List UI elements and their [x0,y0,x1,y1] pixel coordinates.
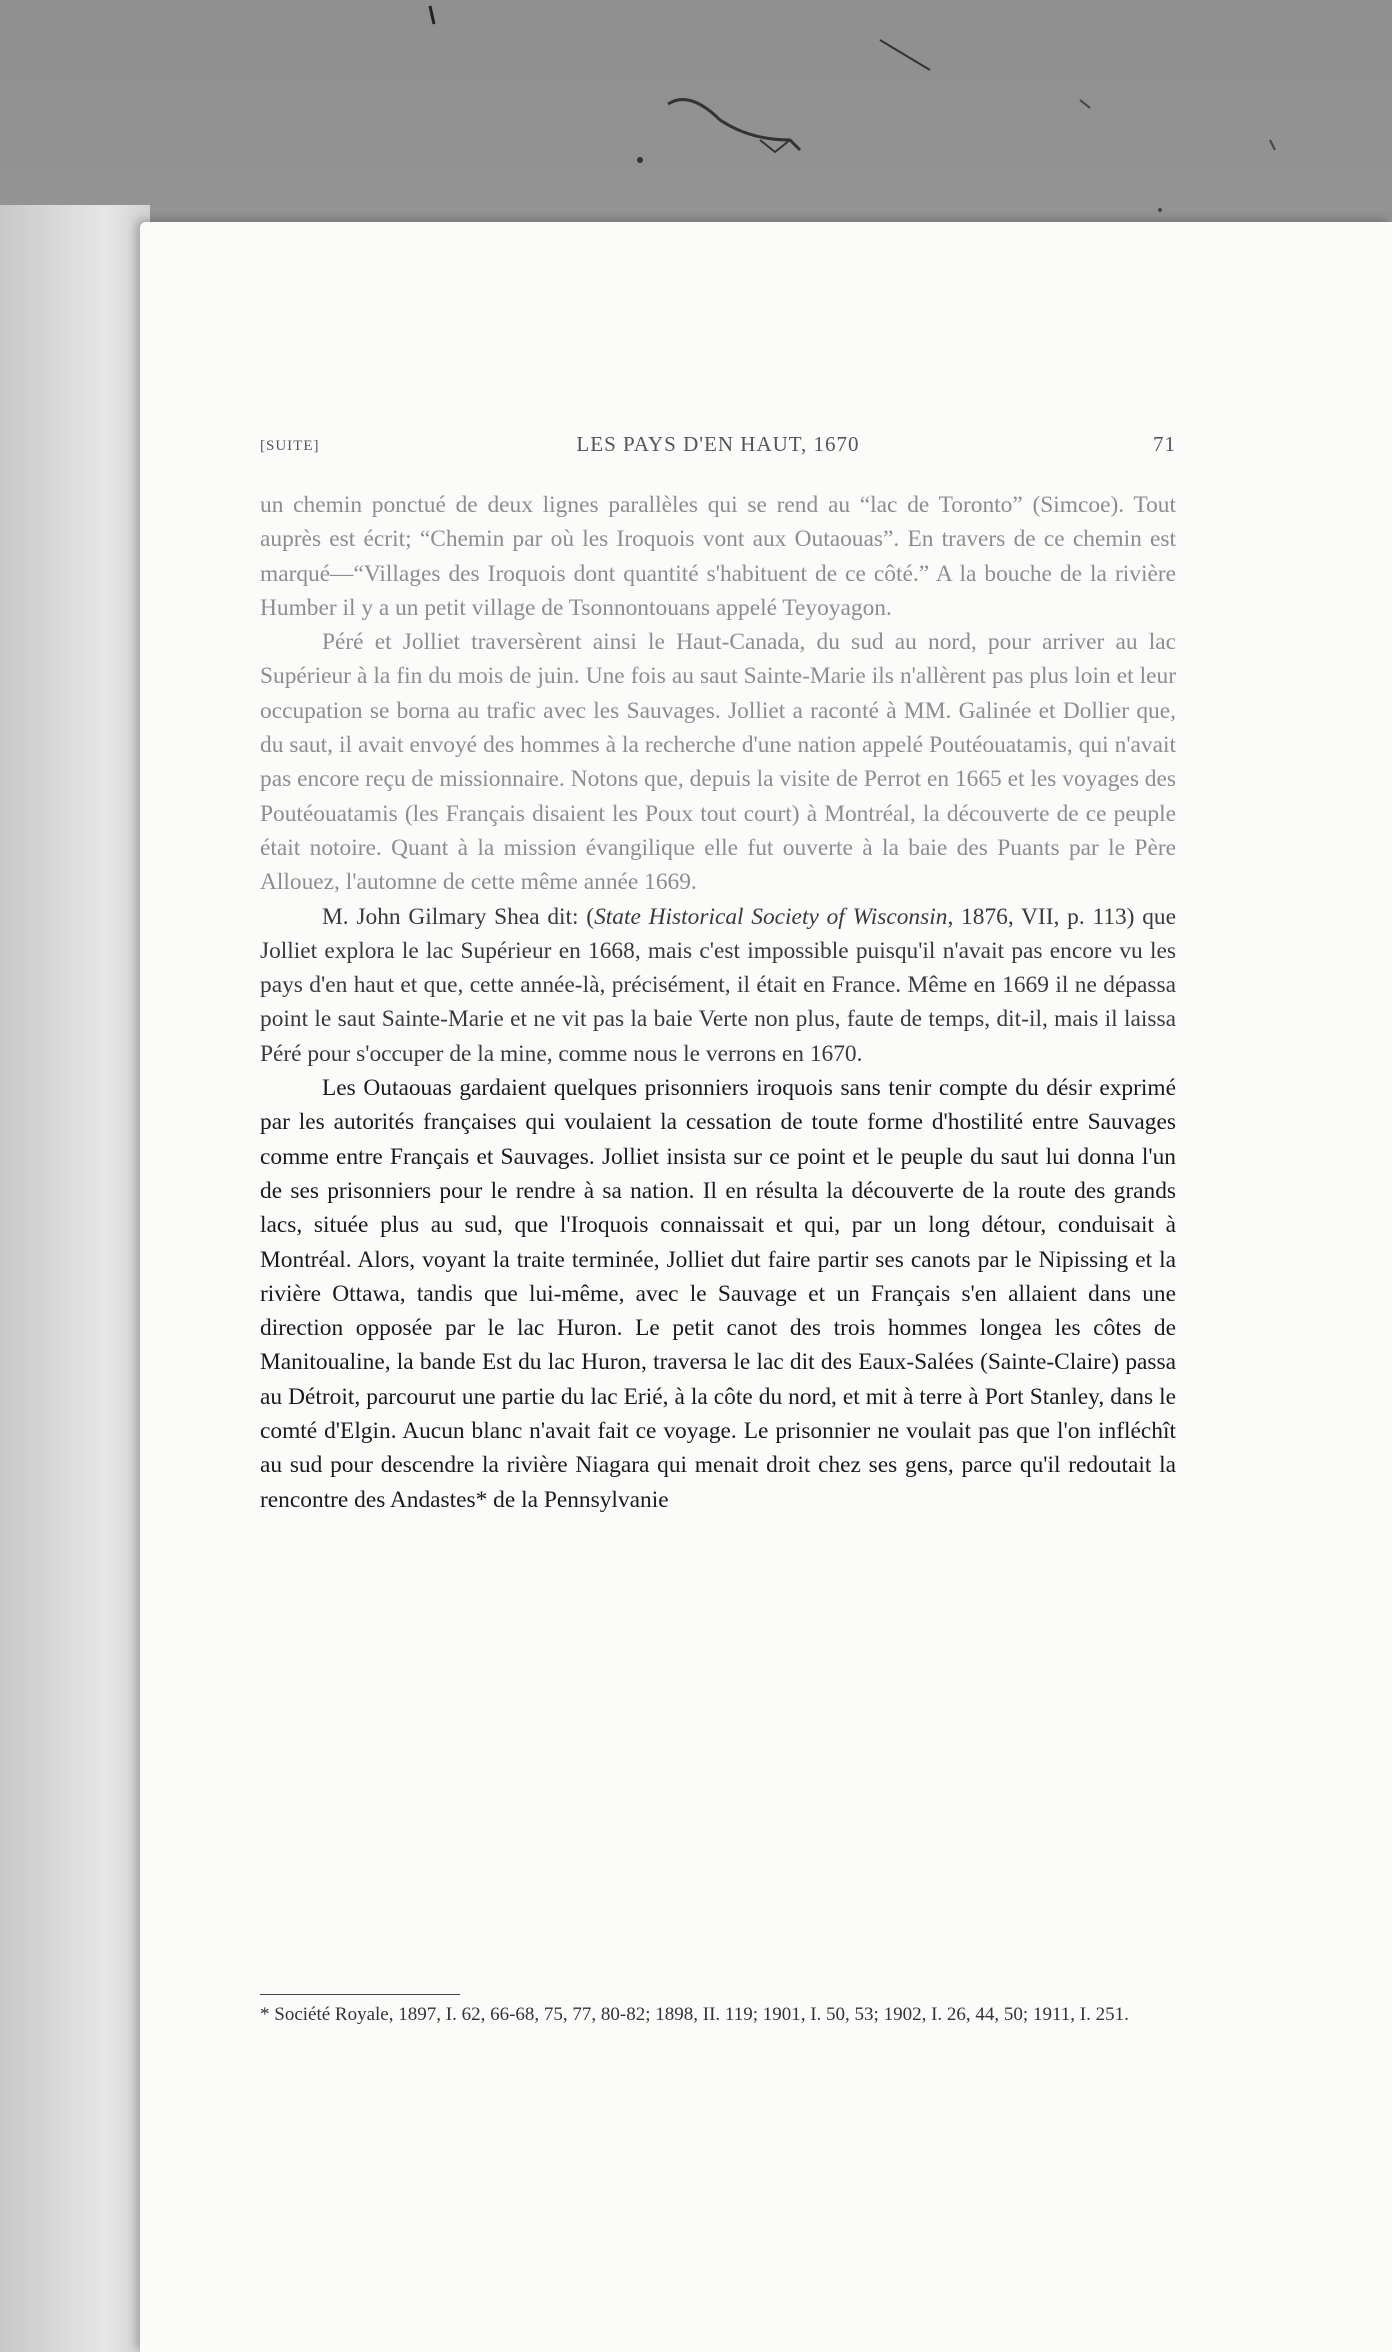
running-head-title: LES PAYS D'EN HAUT, 1670 [576,432,860,456]
paragraph-1: un chemin ponctué de deux lignes parallèles qui se rend au “lac de Toronto” (Simcoe). Tout auprès est écrit; “Chemin par où les Iroquois vont aux Outaouas”. En travers de ce chemin est marqué—“Villages des Iroquois dont quantité s'habituent de ce côté.” A la bouche de la rivière Humber il y a un petit village de Tsonnontouans appelé Teyoyagon. [260,492,1176,621]
paragraph-2: Péré et Jolliet traversèrent ainsi le Haut-Canada, du sud au nord, pour arriver au lac Supérieur à la fin du mois de juin. Une fois au saut Sainte-Marie ils n'allèrent pas plus loin et leur occupation se borna au trafic avec les Sauvages. Jolliet a raconté à MM. Galinée et Dollier que, du saut, il avait envoyé des hommes à la recherche d'une nation appelé Poutéouatamis, qui n'avait pas encore reçu de missionnaire. Notons que, depuis la visite de Perrot en 1665 et les voyages des Poutéouatamis (les Français disaient les Poux tout court) à Montréal, la découverte de ce peuple était notoire. Quant à la mission évangilique elle fut ouverte à la baie des Puants par le Père Allouez, l'automne de cette même année 1669. [260,629,1176,896]
footnote: * Société Royale, 1897, I. 62, 66-68, 75, 77, 80-82; 1898, II. 119; 1901, I. 50, 53; 1902, I. 26, 44, 50; 1911, I. 251. [260,2004,1129,2025]
running-head [260,432,1176,472]
paragraph-3 [260,900,1176,1071]
body-text [260,488,1176,1517]
page-number: 71 [1153,432,1176,456]
scan-artifacts [0,0,1392,220]
paragraph-3-rest: , 1876, VII, p. 113) que Jolliet explora le lac Supérieur en 1668, mais c'est impossible puisqu'il n'avait pas encore vu les pays d'en haut et que, cette année-là, précisément, il était en France. Même en 1669 il ne dépassa point le saut Sainte-Marie et ne vit pas la baie Verte non plus, faute de temps, dit-il, mais il laissa Péré pour s'occuper de la mine, comme nous le verrons en 1670. [260,903,1176,1067]
paragraph-4: Les Outaouas gardaient quelques prisonniers iroquois sans tenir compte du désir exprimé par les autorités françaises qui voulaient la cessation de toute forme d'hostilité entre Sauvages comme entre Français et Sauvages. Jolliet insista sur ce point et le peuple du saut lui donna l'un de ses prisonniers pour le rendre à sa nation. Il en résulta la découverte de la route des grands lacs, située plus au sud, que l'Iroquois connaissait et qui, par un long détour, conduisait à Montréal. Alors, voyant la traite terminée, Jolliet dut faire partir ses canots par le Nipissing et la rivière Ottawa, tandis que lui-même, avec le Sauvage et un Français s'en allaient dans une direction opposée par le lac Huron. Le petit canot des trois hommes longea les côtes de Manitoualine, la bande Est du lac Huron, traversa le lac dit des Eaux-Salées (Sainte-Claire) passa au Détroit, parcourut une partie du lac Erié, à la côte du nord, et mit à terre à Port Stanley, dans le comté d'Elgin. Aucun blanc n'avait fait ce voyage. Le prisonnier ne voulait pas que l'on infléchît au sud pour descendre la rivière Niagara qui menait droit chez ses gens, parce qu'il redoutait la rencontre des Andastes* de la Pennsylvanie [260,1075,1176,1513]
paragraph-3-lead: M. John Gilmary Shea dit: ( [322,903,595,930]
citation-title: State Historical Society of Wisconsin [594,903,948,930]
running-head-section: [SUITE] [260,438,320,454]
footnote-rule [260,1994,460,1995]
facing-page-edge [0,205,150,2352]
